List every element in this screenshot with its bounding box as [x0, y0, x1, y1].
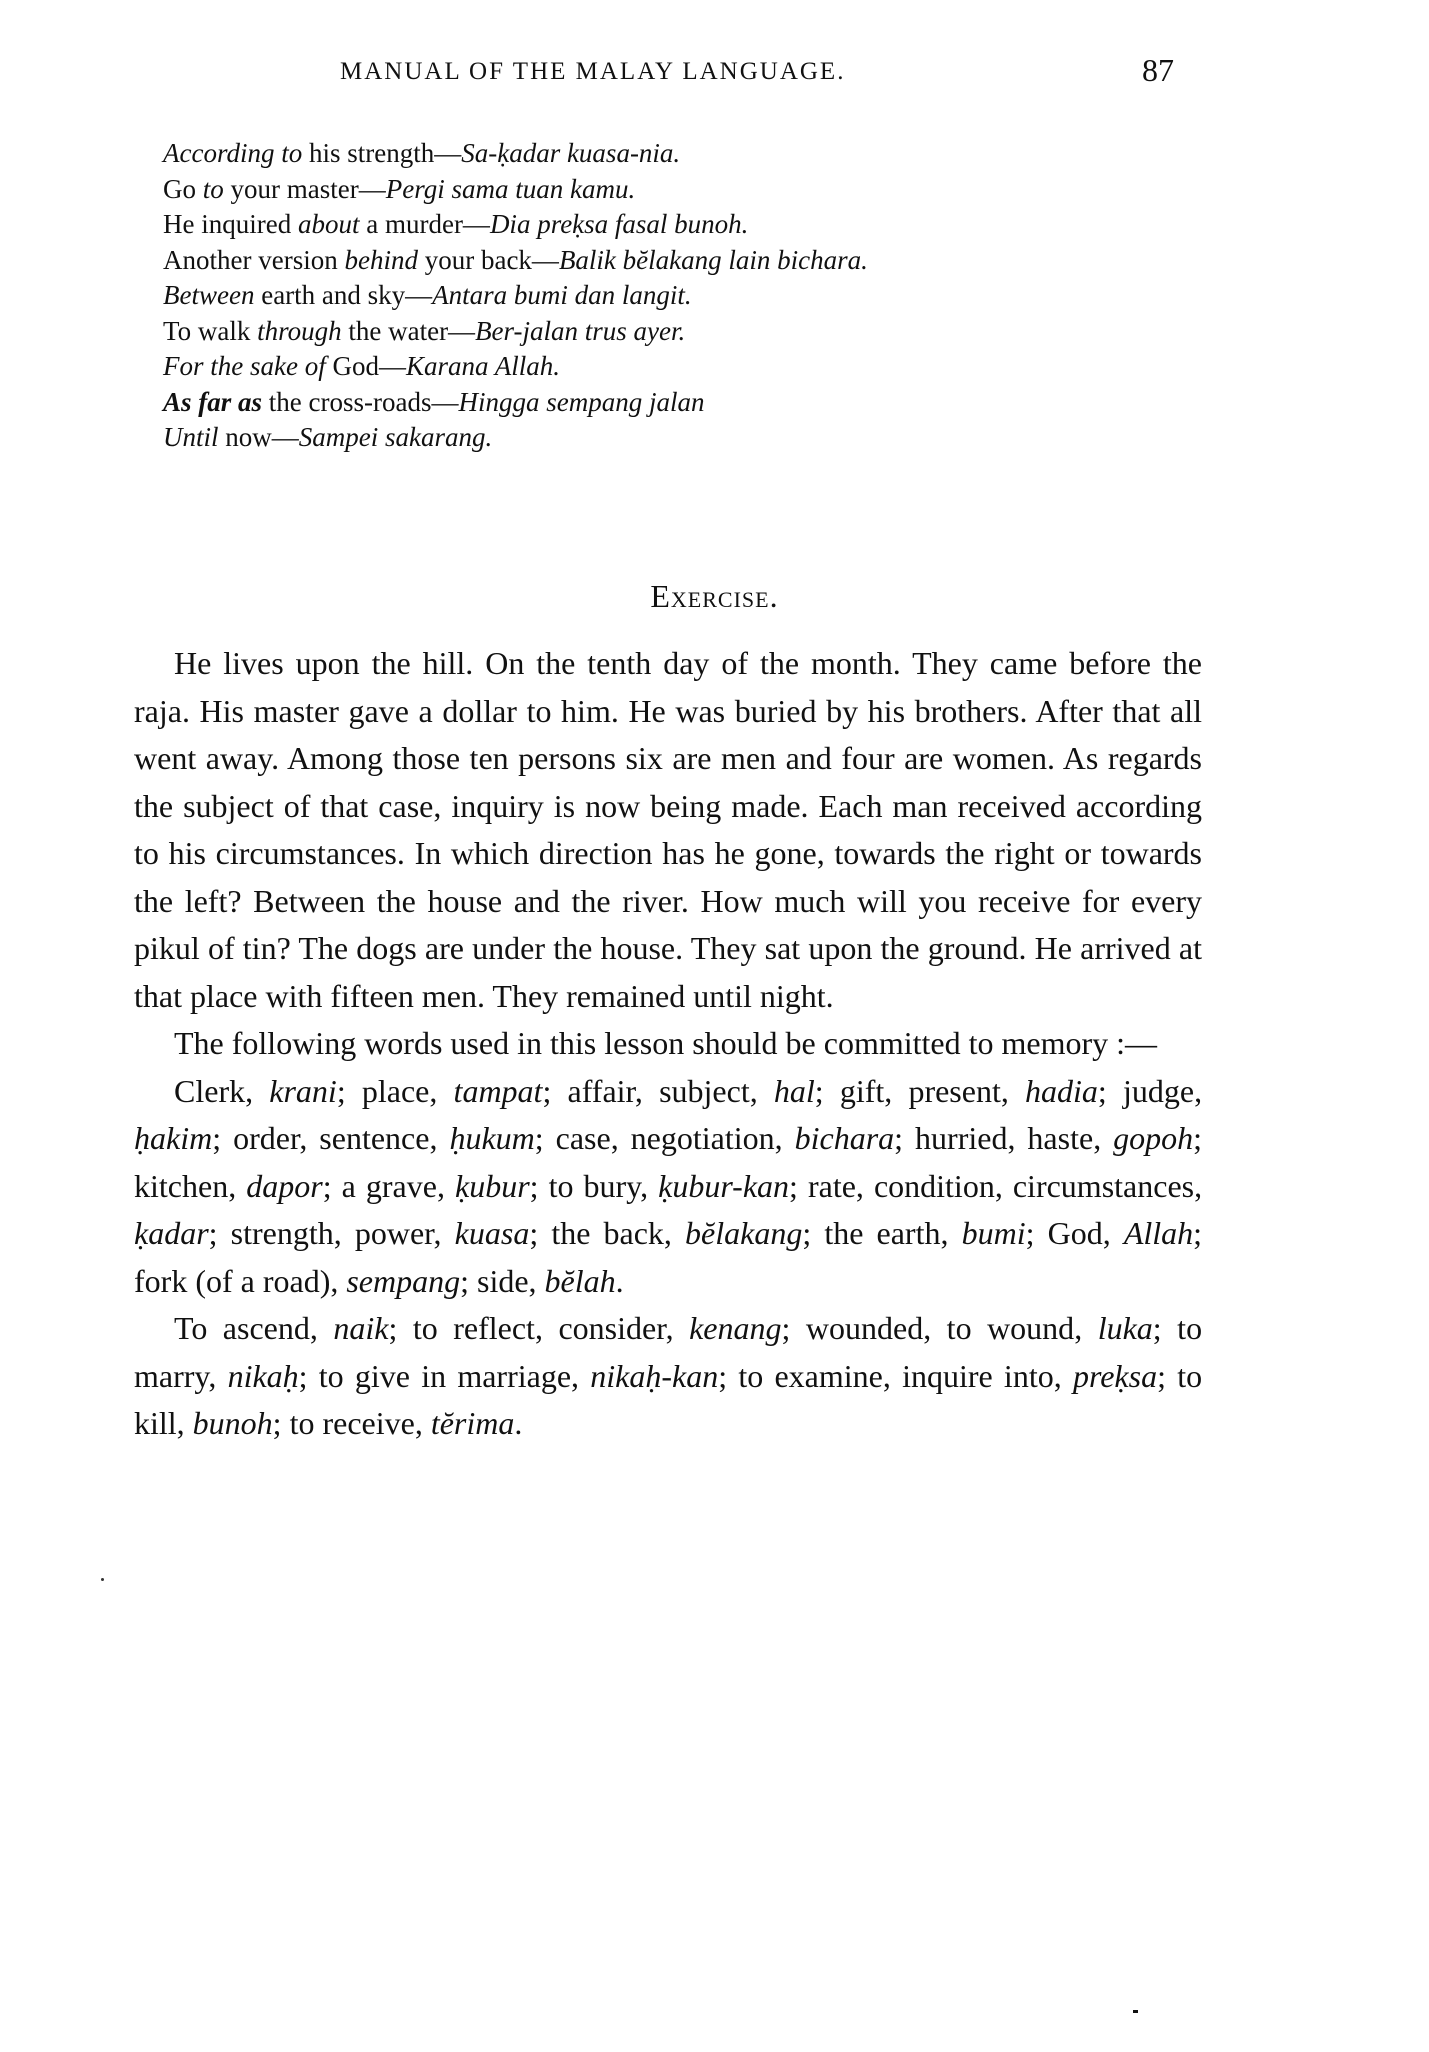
- gloss-english: to give in marriage: [318, 1357, 572, 1394]
- preposition: For the sake of: [163, 351, 326, 381]
- exercise-heading: Exercise.: [650, 578, 779, 614]
- example-row: Go to your master—Pergi sama tuan kamu.: [163, 173, 636, 204]
- gloss-malay: kenang: [689, 1310, 782, 1346]
- gloss-malay: bĕlakang: [685, 1215, 803, 1251]
- page-number: 87: [1142, 52, 1174, 88]
- gloss-english: affair, subject: [567, 1072, 750, 1109]
- gloss-malay: kuasa: [454, 1215, 530, 1251]
- example-row: Another version behind your back—Balik bĕlakang lain bichara.: [163, 244, 868, 275]
- gloss-malay: bunoh: [192, 1405, 273, 1441]
- gloss-english: Clerk: [174, 1072, 246, 1109]
- vocabulary-nouns: Clerk, krani; place, tampat; affair, subject, hal; gift, present, hadia; judge, ḥakim; order, sentence, ḥukum; case, negotiation, bichara; hurried, haste, gopoh; kitchen, dapor; a grave, ḳubur; to bury, ḳubur-kan; rate, condition, circumstances, ḳadar; strength, power, kuasa; the back, bĕlakang; the earth, bumi; God, Allah; fork (of a road), sempang; side, bĕlah.: [134, 1072, 1203, 1299]
- gloss-english: place: [361, 1072, 430, 1109]
- malay-translation: Pergi sama tuan kamu.: [385, 173, 636, 204]
- malay-translation: Sa-ḳadar kuasa-nia.: [461, 138, 681, 168]
- malay-translation: Antara bumi dan langit.: [432, 280, 692, 310]
- example-row: Until now—Sampei sakarang.: [163, 422, 493, 452]
- malay-translation: Balik bĕlakang lain bichara.: [558, 244, 868, 275]
- gloss-english: rate, condition, circumstances: [807, 1167, 1195, 1204]
- gloss-malay: bĕlah: [544, 1262, 616, 1299]
- margin-speck: [101, 1578, 104, 1581]
- gloss-english: wounded, to wound: [805, 1310, 1075, 1346]
- gloss-english: gift, present: [839, 1072, 1001, 1109]
- gloss-english: strength, power: [230, 1215, 434, 1251]
- gloss-malay: Allah: [1123, 1215, 1194, 1251]
- gloss-english: to marry: [134, 1310, 1203, 1394]
- example-row: For the sake of God—Karana Allah.: [163, 351, 560, 381]
- gloss-english: to kill: [134, 1357, 1203, 1441]
- preposition: Until: [163, 422, 219, 452]
- gloss-english: to receive: [289, 1405, 415, 1441]
- gloss-malay: ḳubur: [454, 1167, 530, 1204]
- gloss-english: kitchen: [134, 1167, 229, 1204]
- gloss-malay: nikaḥ: [227, 1357, 299, 1394]
- malay-translation: Ber-jalan trus ayer.: [475, 315, 686, 346]
- exercise-paragraph: He lives upon the hill. On the tenth day of the month. They came before the raja. His master gave a dollar to him. He was buried by his brothers. After that all went away. Among those ten persons six are men and four are women. As regards the subject of that case, inquiry is now being made. Each man received according to his circumstances. In which direction has he gone, towards the right or towards the left? Between the house and the river. How much will you receive for every pikul of tin? The dogs are under the house. They sat upon the ground. He arrived at that place with fifteen men. They remained until night.: [134, 645, 1202, 1014]
- gloss-english: hurried, haste: [915, 1120, 1094, 1156]
- vocabulary-verbs: To ascend, naik; to reflect, consider, kenang; wounded, to wound, luka; to marry, nikaḥ; to give in marriage, nikaḥ-kan; to examine, inquire into, preḳsa; to kill, bunoh; to receive, tĕrima.: [134, 1310, 1203, 1441]
- running-title: MANUAL OF THE MALAY LANGUAGE.: [340, 58, 846, 85]
- gloss-malay: luka: [1097, 1310, 1153, 1346]
- malay-translation: Sampei sakarang.: [298, 422, 493, 452]
- gloss-english: to examine, inquire into: [738, 1357, 1054, 1394]
- preposition: Between: [163, 280, 255, 310]
- gloss-malay: hadia: [1025, 1072, 1098, 1109]
- preposition: about: [297, 209, 360, 239]
- stray-ink-mark: [1133, 2010, 1138, 2013]
- gloss-malay: naik: [333, 1310, 389, 1346]
- gloss-malay: ḳadar: [134, 1215, 209, 1251]
- gloss-english: the back: [551, 1215, 664, 1251]
- preposition: through: [257, 315, 342, 346]
- gloss-malay: hal: [773, 1072, 815, 1109]
- gloss-malay: ḳubur-kan: [658, 1167, 790, 1204]
- gloss-english: to bury: [548, 1167, 641, 1204]
- malay-translation: Hingga sempang jalan: [458, 386, 705, 417]
- preposition: As far as: [163, 386, 263, 417]
- gloss-malay: ḥukum: [449, 1120, 535, 1156]
- example-row: As far as the cross-roads—Hingga sempang jalan: [163, 386, 705, 417]
- preposition: behind: [344, 244, 418, 275]
- gloss-malay: bumi: [961, 1215, 1026, 1251]
- gloss-malay: tampat: [453, 1072, 543, 1109]
- gloss-malay: ḥakim: [134, 1120, 213, 1156]
- gloss-malay: sempang: [346, 1262, 461, 1299]
- gloss-english: God: [1047, 1215, 1103, 1251]
- gloss-english: To ascend: [174, 1310, 310, 1346]
- malay-translation: Karana Allah.: [405, 351, 560, 381]
- example-row: Between earth and sky—Antara bumi dan langit.: [163, 280, 692, 310]
- gloss-english: to reflect, consider: [412, 1310, 666, 1346]
- example-row: To walk through the water—Ber-jalan trus ayer.: [163, 315, 686, 346]
- gloss-malay: dapor: [246, 1167, 323, 1204]
- gloss-malay: tĕrima: [430, 1405, 515, 1441]
- gloss-english: fork (of a road): [134, 1262, 331, 1299]
- gloss-malay: krani: [269, 1072, 337, 1109]
- gloss-english: side: [477, 1262, 529, 1299]
- gloss-malay: nikaḥ-kan: [590, 1357, 719, 1394]
- preposition: According to: [163, 138, 303, 168]
- preposition-examples: [163, 136, 1163, 456]
- gloss-english: a grave: [341, 1167, 437, 1204]
- preposition: to: [202, 173, 224, 204]
- example-row: According to his strength—Sa-ḳadar kuasa-nia.: [163, 138, 681, 168]
- gloss-malay: bichara: [794, 1120, 895, 1156]
- gloss-english: order, sentence: [233, 1120, 430, 1156]
- gloss-english: case, negotiation: [555, 1120, 775, 1156]
- malay-translation: Dia preḳsa fasal bunoh.: [489, 209, 749, 239]
- vocabulary-intro: The following words used in this lesson should be committed to memory :—: [174, 1025, 1158, 1061]
- gloss-english: the earth: [824, 1215, 941, 1251]
- example-row: He inquired about a murder—Dia preḳsa fasal bunoh.: [163, 209, 749, 239]
- exercise-body: [134, 640, 1202, 1448]
- gloss-english: judge: [1122, 1072, 1195, 1109]
- gloss-malay: gopoh: [1113, 1120, 1194, 1156]
- gloss-malay: preḳsa: [1072, 1357, 1158, 1394]
